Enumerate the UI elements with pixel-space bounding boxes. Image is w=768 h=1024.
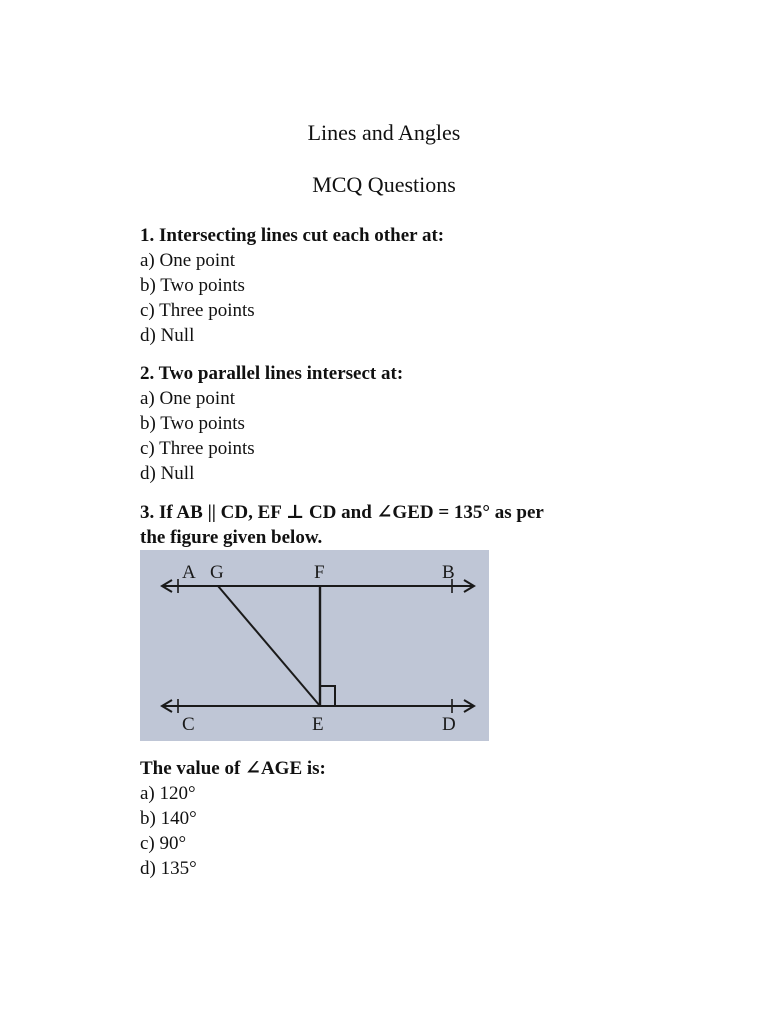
option-list	[140, 781, 640, 881]
parallel-lines-diagram	[140, 550, 489, 741]
option-b: b) Two points	[140, 275, 245, 296]
option-b: b) 140°	[140, 808, 197, 829]
question-1	[140, 223, 640, 348]
label-a: A	[182, 562, 196, 583]
question-text-line-1: 3. If AB || CD, EF ⊥ CD and ∠GED = 135° as per	[140, 502, 544, 523]
option-list	[140, 386, 640, 486]
question-3-followup	[140, 756, 640, 881]
option-c: c) Three points	[140, 300, 255, 321]
question-text: 2. Two parallel lines intersect at:	[140, 363, 404, 384]
right-angle-mark	[320, 686, 335, 706]
option-a: a) 120°	[140, 783, 196, 804]
label-e: E	[312, 714, 324, 735]
question-text: 1. Intersecting lines cut each other at:	[140, 225, 445, 246]
question-text-line-2: the figure given below.	[140, 527, 323, 548]
option-c: c) Three points	[140, 438, 255, 459]
line-ge	[218, 586, 320, 706]
page-title: Lines and Angles	[307, 120, 461, 145]
question-3	[140, 500, 640, 550]
option-d: d) Null	[140, 325, 195, 346]
label-b: B	[442, 562, 455, 583]
question-2	[140, 361, 640, 486]
label-f: F	[314, 562, 325, 583]
option-d: d) 135°	[140, 858, 197, 879]
option-a: a) One point	[140, 250, 235, 271]
geometry-figure	[140, 550, 489, 741]
option-d: d) Null	[140, 463, 195, 484]
option-list	[140, 248, 640, 348]
option-a: a) One point	[140, 388, 235, 409]
label-c: C	[182, 714, 195, 735]
label-d: D	[442, 714, 456, 735]
page-subtitle: MCQ Questions	[312, 172, 456, 197]
label-g: G	[210, 562, 224, 583]
option-b: b) Two points	[140, 413, 245, 434]
question-followup-text: The value of ∠AGE is:	[140, 758, 326, 779]
option-c: c) 90°	[140, 833, 187, 854]
